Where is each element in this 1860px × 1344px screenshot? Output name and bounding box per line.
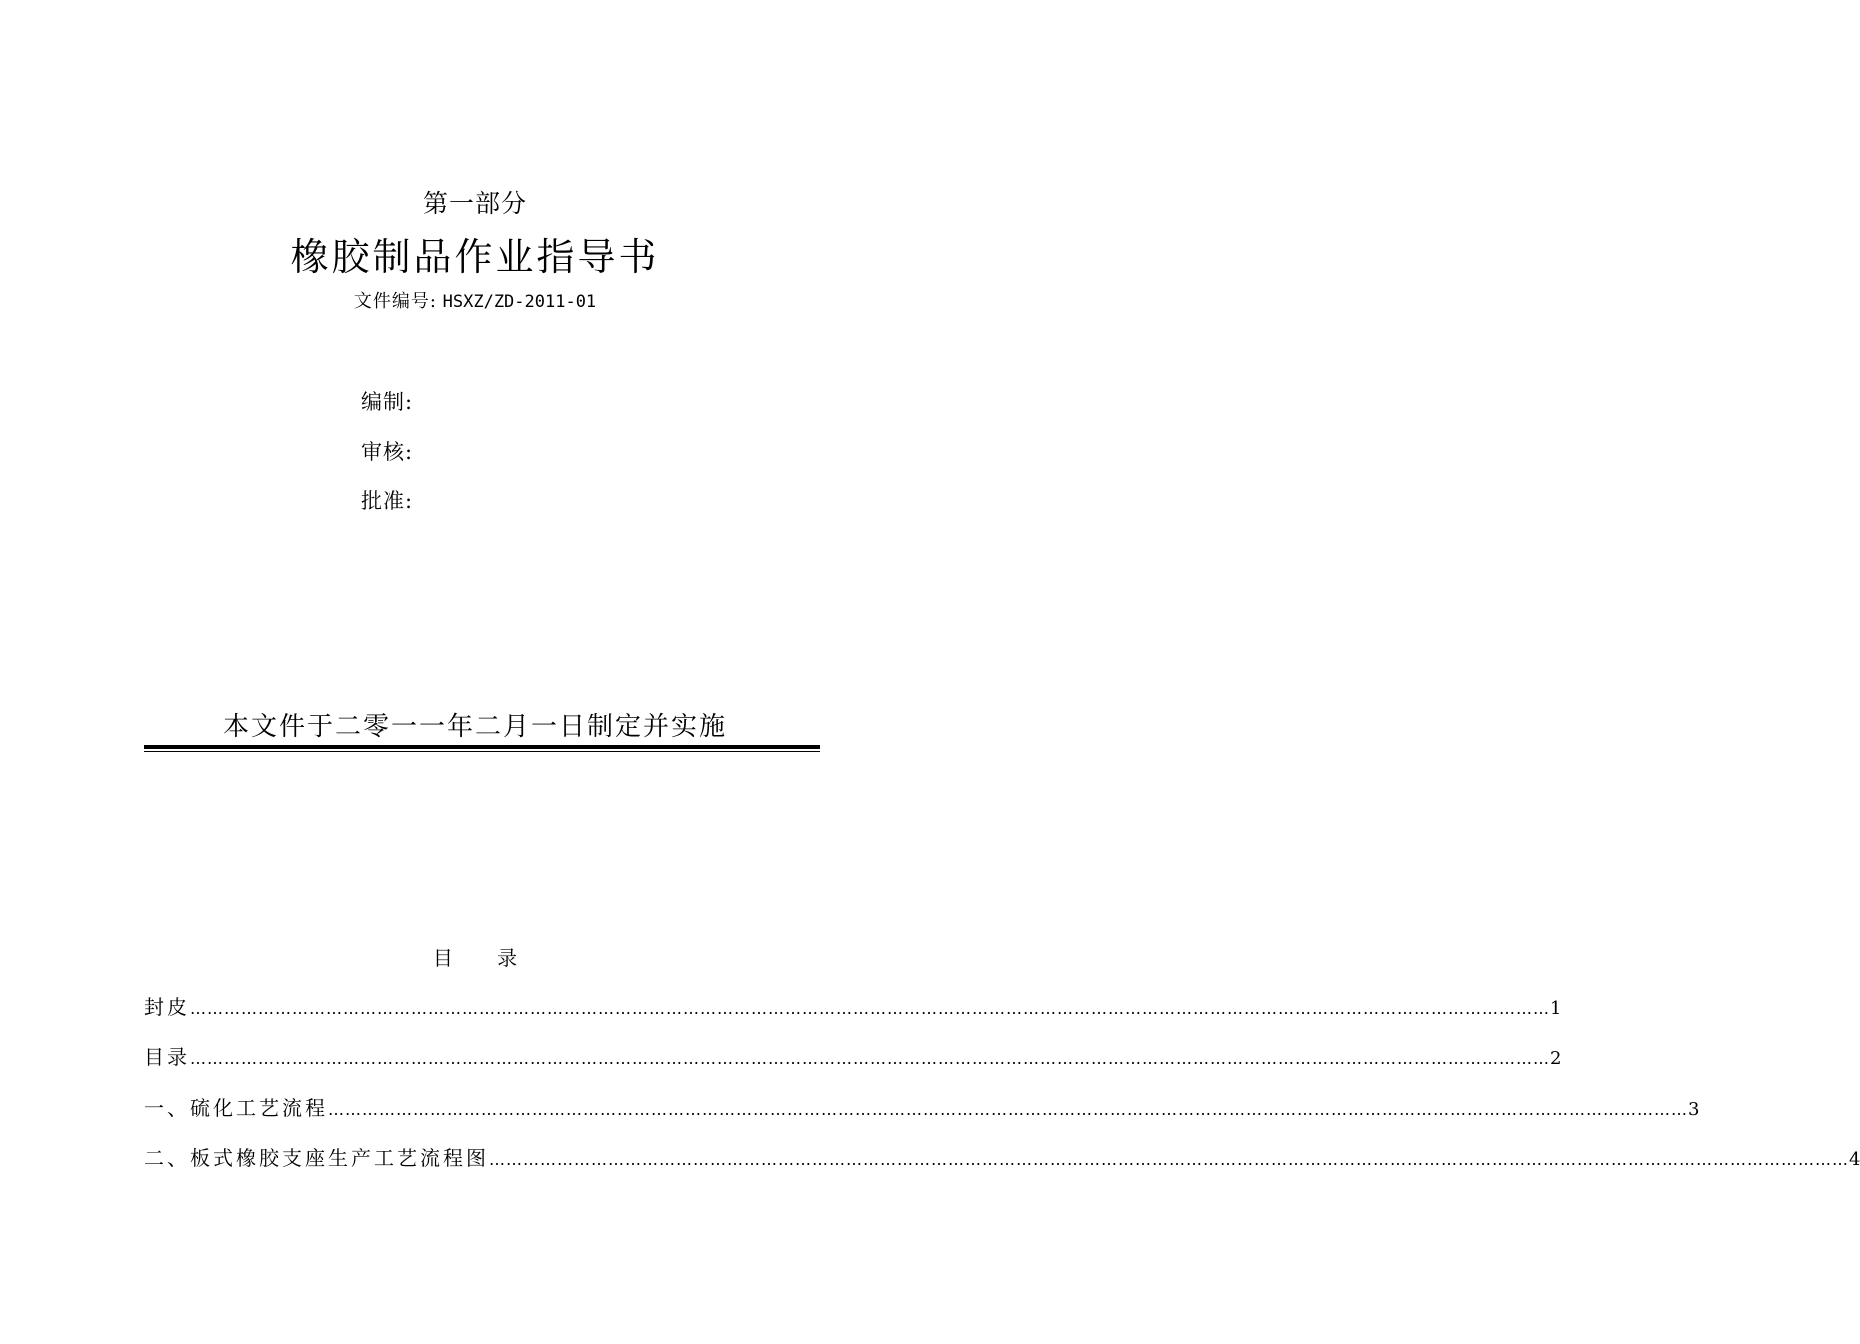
- toc-entry-page: 1: [1550, 998, 1562, 1019]
- divider-thick: [144, 745, 820, 749]
- toc-entry[interactable]: [144, 1142, 1860, 1172]
- toc-leader-dots: ……………………………………………………………………………………………………………………………………………………………………………………………………………………: [190, 1049, 1550, 1068]
- toc-leader-dots: ……………………………………………………………………………………………………………………………………………………………………………………………………………………: [190, 999, 1550, 1018]
- toc-entry-title: 一、硫化工艺流程: [144, 1096, 328, 1120]
- toc-leader-dots: ……………………………………………………………………………………………………………………………………………………………………………………………………………………: [328, 1100, 1688, 1119]
- toc-entry-page: 4: [1849, 1149, 1860, 1170]
- toc-entry-title: 二、板式橡胶支座生产工艺流程图: [144, 1146, 489, 1170]
- toc-entry-title: 封皮: [144, 995, 190, 1019]
- reviewed-by-label: 审核:: [361, 440, 414, 464]
- document-title: 橡胶制品作业指导书: [290, 235, 660, 279]
- document-number: [0, 287, 950, 313]
- document-number-label: 文件编号:: [353, 291, 437, 312]
- toc-entry[interactable]: [144, 1092, 1700, 1122]
- approved-by-label: 批准:: [361, 489, 414, 513]
- toc-entry-page: 3: [1688, 1099, 1700, 1120]
- toc-entry[interactable]: [144, 991, 1562, 1021]
- divider-thin: [144, 751, 820, 752]
- toc-leader-dots: ……………………………………………………………………………………………………………………………………………………………………………………………………………………: [489, 1150, 1849, 1169]
- toc-entry-page: 2: [1550, 1048, 1562, 1069]
- toc-entry[interactable]: [144, 1041, 1562, 1071]
- document-number-value: HSXZ/ZD-2011-01: [442, 292, 597, 312]
- prepared-by-label: 编制:: [361, 390, 414, 414]
- effective-date-statement: 本文件于二零一一年二月一日制定并实施: [222, 712, 727, 742]
- part-label: 第一部分: [422, 189, 527, 218]
- toc-entry-title: 目录: [144, 1045, 190, 1069]
- toc-heading: 目 录: [432, 946, 518, 970]
